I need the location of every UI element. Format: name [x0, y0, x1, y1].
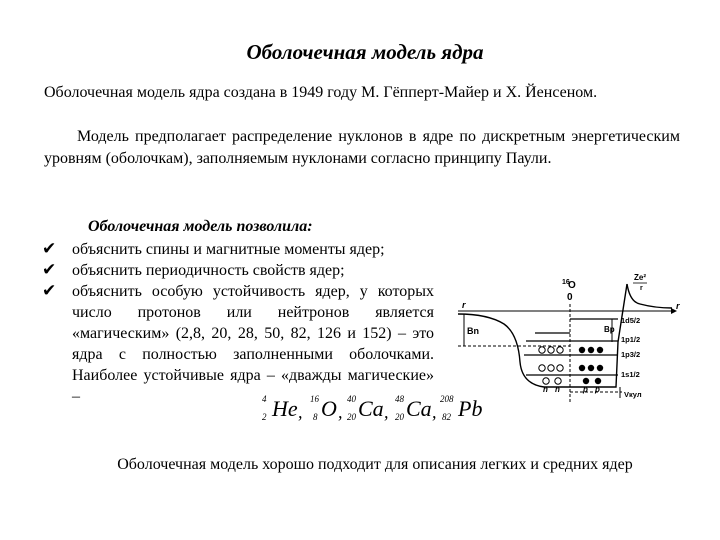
neutron: [557, 347, 563, 353]
proton-potential-curve: [570, 284, 627, 387]
svg-text:,: ,: [338, 402, 343, 422]
proton: [583, 378, 589, 384]
bn-label: Bn: [467, 326, 479, 336]
proton: [579, 365, 585, 371]
neutron: [548, 347, 554, 353]
center-label: 0: [567, 292, 573, 303]
intro-text: Оболочечная модель ядра создана в 1949 году М. Гёпперт-Майер и Х. Йенсеном.: [44, 84, 598, 101]
bp-label: Bp: [604, 325, 615, 334]
mass-number: 208: [440, 394, 454, 404]
proton-label: p: [595, 385, 600, 394]
neutron-label: n: [555, 385, 560, 394]
atomic-number: 8: [313, 412, 318, 422]
element-symbol: O: [321, 396, 337, 421]
nucleus-mass: 16: [562, 279, 570, 286]
element-symbol: Ca: [358, 396, 384, 421]
footer-note: Оболочечная модель хорошо подходит для описания легких и средних ядер: [117, 456, 633, 473]
achievement-text: объяснить периодичность свойств ядер;: [72, 262, 345, 279]
element-symbol: Ca: [406, 396, 432, 421]
proton: [597, 347, 603, 353]
svg-text:,: ,: [384, 402, 389, 422]
mass-number: 40: [347, 394, 356, 404]
atomic-number: 20: [395, 412, 404, 422]
nuclear-potential-diagram: [440, 262, 680, 412]
r-label-left: r: [462, 300, 466, 310]
nuclide-he4: [262, 394, 303, 422]
nuclide-o16: [310, 394, 343, 422]
vcoul-label: Vкул: [624, 390, 642, 399]
neutron: [555, 378, 561, 384]
level-label: 1d5/2: [621, 316, 641, 325]
level-label: 1p3/2: [621, 350, 641, 359]
achievement-text: объяснить спины и магнитные моменты ядер;: [72, 241, 385, 258]
atomic-number: 20: [347, 412, 356, 422]
proton: [597, 365, 603, 371]
level-label: 1s1/2: [621, 370, 640, 379]
mass-number: 4: [262, 394, 267, 404]
neutron: [539, 365, 545, 371]
atomic-number: 2: [262, 412, 267, 422]
svg-text:,: ,: [298, 402, 303, 422]
checkmark-icon: ✔: [42, 260, 57, 280]
nucleus-symbol: O: [568, 280, 576, 291]
checkmark-icon: ✔: [42, 239, 57, 259]
svg-text:,: ,: [432, 402, 437, 422]
proton: [579, 347, 585, 353]
neutron-label: n: [543, 385, 548, 394]
coulomb-numerator: Ze²: [634, 273, 646, 282]
achievement-item: [42, 260, 434, 281]
neutron: [539, 347, 545, 353]
mass-number: 48: [395, 394, 404, 404]
neutron: [548, 365, 554, 371]
neutron-group: [539, 347, 563, 384]
level-label: 1p1/2: [621, 335, 641, 344]
atomic-number: 82: [442, 412, 451, 422]
achievements-heading: Оболочечная модель позволила:: [88, 218, 313, 235]
proton-label: p: [583, 385, 588, 394]
proton-group: [579, 347, 603, 384]
checkmark-icon: ✔: [42, 281, 57, 301]
proton: [595, 378, 601, 384]
achievement-item: [42, 281, 434, 407]
coulomb-tail-curve: [627, 284, 672, 308]
mass-number: 16: [310, 394, 319, 404]
slide-title: Оболочечная модель ядра: [246, 40, 484, 64]
achievement-item: [42, 239, 434, 260]
coulomb-denominator: r: [640, 285, 643, 292]
achievements-list: [42, 239, 434, 407]
proton: [588, 365, 594, 371]
r-label-right: r: [676, 301, 680, 311]
neutron: [543, 378, 549, 384]
proton: [588, 347, 594, 353]
model-description: Модель предполагает распределение нуклонов в ядре по дискретным энергетическим уровням (оболочкам), заполняемым нуклонами согласно принципу Паули.: [44, 128, 680, 167]
element-symbol: He: [272, 396, 298, 421]
element-symbol: Pb: [458, 396, 483, 421]
achievement-text: объяснить особую устойчивость ядер, у которых число протонов или нейтронов является «магическим» (2,8, 20, 28, 50, 82, 126 и 152) – это ядра с полностью заполненными оболочками. Наиболее устойчивые ядра – «дважды магические» –: [72, 283, 434, 405]
nuclide-ca40: [347, 394, 389, 422]
nuclide-ca48: [395, 394, 437, 422]
neutron: [557, 365, 563, 371]
